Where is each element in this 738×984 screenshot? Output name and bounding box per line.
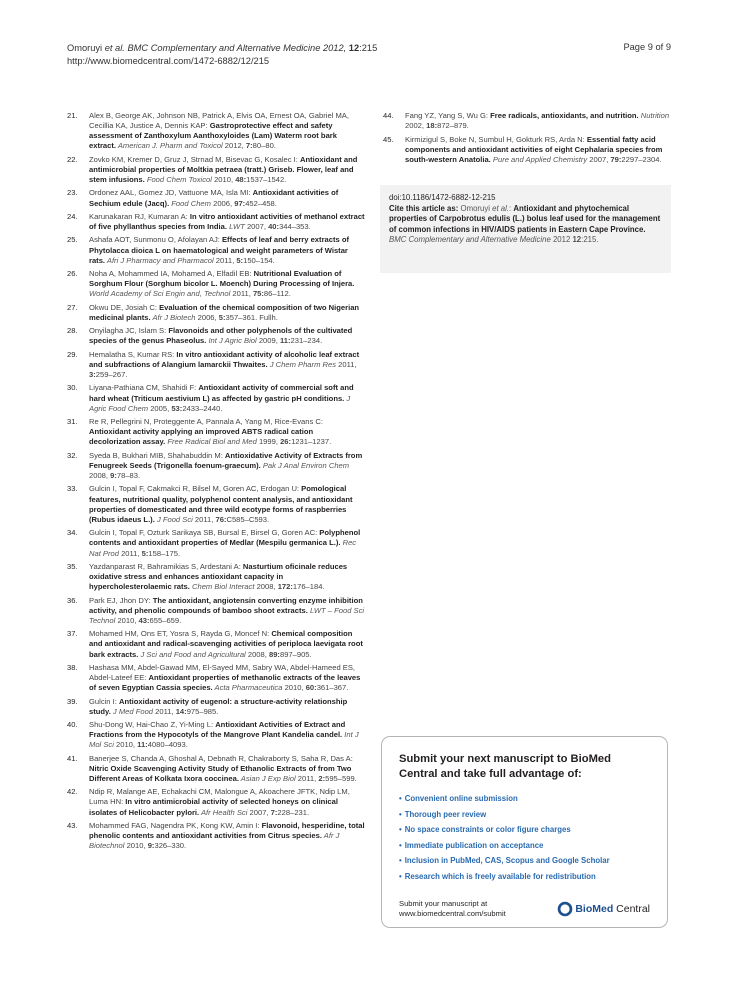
reference-year: 2012, [224, 141, 246, 151]
reference-authors: Gulcin I: [89, 696, 119, 706]
reference-volume: 75: [252, 289, 264, 299]
reference-item [67, 235, 365, 265]
promo-benefit-item [399, 869, 650, 885]
promo-footer-text: Submit your manuscript at [399, 899, 488, 908]
reference-number: 30. [67, 383, 78, 393]
reference-year: 2008, [256, 582, 278, 592]
reference-journal: Int J Agric Biol [206, 336, 259, 346]
reference-title: In vitro antioxidant activities of methanol extract of five phyllanthus species from India. [89, 211, 365, 232]
reference-item [67, 629, 365, 659]
reference-volume: 14: [175, 706, 187, 716]
reference-volume: 40: [268, 222, 280, 232]
reference-item [67, 596, 365, 626]
bullet-icon: • [399, 856, 402, 866]
reference-text [89, 303, 365, 323]
header-et-al: et al. [104, 43, 125, 53]
reference-item [67, 663, 365, 693]
reference-year: 2007, [589, 154, 611, 164]
reference-volume: 76: [215, 514, 227, 524]
reference-authors: Okwu DE, Josiah C: [89, 302, 160, 312]
reference-journal: J Food Sci [154, 514, 195, 524]
promo-benefit-text: Immediate publication on acceptance [404, 840, 544, 850]
reference-item [67, 787, 365, 817]
reference-item [67, 212, 365, 232]
reference-title: Antioxidant activity applying an improved ABTS radical cation decolorization assay. [89, 427, 314, 447]
running-header [67, 42, 377, 68]
cite-journal: BMC Complementary and Alternative Medicine [389, 235, 553, 245]
reference-title: Antioxidant activity of eugenol: a structure-activity relationship study. [89, 696, 348, 716]
reference-year: 2006, [213, 198, 235, 208]
reference-authors: Syeda B, Bukhari MIB, Shahabuddin M: [89, 450, 225, 460]
bullet-icon: • [399, 794, 402, 803]
reference-pages: 86–112. [263, 289, 291, 299]
promo-benefit-item [399, 838, 650, 854]
reference-text [89, 350, 365, 380]
reference-journal: Free Radical Biol and Med [165, 437, 259, 447]
reference-pages: 228–231. [277, 807, 310, 817]
reference-journal: Asian J Exp Biol [238, 773, 298, 783]
promo-benefit-text: No space constraints or color figure charges [404, 825, 571, 835]
reference-pages: 361–367. [316, 683, 349, 693]
promo-benefit-list [399, 791, 650, 885]
reference-item [67, 350, 365, 380]
reference-text [405, 111, 673, 131]
reference-volume: 2: [318, 773, 326, 783]
submission-promo-box [381, 736, 668, 928]
reference-year: 2011, [215, 255, 237, 265]
logo-wordmark [575, 903, 650, 915]
reference-volume: 79: [610, 154, 622, 164]
reference-title: Essential fatty acid components and antioxidant activities of eight Cephalaria species from south-western Anatolia. [405, 134, 663, 164]
reference-pages: 326–330. [154, 841, 187, 851]
reference-title: Nutritional Evaluation of Sorghum Flour (Sorghum bicolor L. Moench) During Processing of Injera. [89, 269, 355, 289]
reference-number: 41. [67, 753, 78, 763]
reference-authors: Hemalatha S, Kumar RS: [89, 349, 177, 359]
cite-year: 2012 [552, 235, 573, 245]
reference-volume: 7: [270, 807, 278, 817]
promo-footer [399, 899, 506, 919]
reference-title: Flavonoids and other polyphenols of the cultivated species of the genus Phaseolus. [89, 326, 353, 346]
reference-item [67, 484, 365, 525]
header-citation [67, 42, 377, 55]
reference-volume: 60: [305, 683, 317, 693]
reference-journal: LWT – Food Sci Technol [89, 605, 365, 625]
reference-year: 2007, [246, 222, 269, 232]
reference-title: Pomological features, nutritional quality, polyphenol content analysis, and antioxidant properties of domesticated and three wild ecotype forms of raspberries (Rubus idaeus L.). [89, 484, 353, 524]
reference-text [89, 697, 365, 717]
reference-item [67, 111, 365, 152]
reference-title: Antioxidant properties of methanolic extracts of the leaves of seven Egyptian Cassia species. [89, 673, 361, 693]
reference-text [89, 596, 365, 626]
reference-pages: 158–175. [148, 548, 181, 558]
reference-pages: 1231–1237. [291, 437, 332, 447]
reference-year: 2011, [155, 706, 176, 716]
reference-year: 2011, [194, 514, 216, 524]
promo-benefit-item [399, 853, 650, 869]
reference-title: Effects of leaf and berry extracts of Phytolacca dioica L on haematological and weight parameters of Wistar rats. [89, 235, 349, 265]
header-article: :215 [359, 43, 378, 53]
reference-item [383, 111, 673, 131]
reference-number: 26. [67, 269, 78, 279]
reference-text [89, 821, 365, 851]
reference-year: 2006, [197, 312, 219, 322]
reference-authors: Zovko KM, Kremer D, Gruz J, Strnad M, Bisevac G, Kosalec I: [89, 154, 300, 164]
reference-journal: Int J Mol Sci [89, 730, 359, 750]
reference-year: 1999, [258, 437, 281, 447]
reference-pages: 4080–4093. [147, 740, 188, 750]
citation-box [380, 185, 671, 273]
header-url[interactable]: http://www.biomedcentral.com/1472-6882/12/215 [67, 56, 270, 66]
reference-volume: 18: [426, 121, 438, 131]
reference-year: 2010, [284, 683, 306, 693]
promo-benefit-text: Convenient online submission [404, 794, 518, 803]
reference-volume: 11: [279, 336, 291, 346]
reference-title: Antioxidant activity of commercial soft and hard wheat (Triticum aestivium L) as affected by gastric pH conditions. [89, 383, 354, 403]
reference-pages: 176–184. [292, 582, 325, 592]
reference-item [67, 451, 365, 481]
reference-text [89, 451, 365, 481]
reference-text [89, 562, 365, 592]
reference-journal: J Sci and Food and Agricultural [138, 649, 248, 659]
reference-number: 22. [67, 154, 78, 164]
reference-title: In vitro antimicrobial activity of selected honeys on clinical isolates of Helicobacter pylori. [89, 797, 338, 817]
reference-text [89, 383, 365, 413]
reference-item [67, 697, 365, 717]
reference-authors: Kirmizigul S, Boke N, Sumbul H, Gokturk RS, Arda N: [405, 134, 587, 144]
reference-item [67, 720, 365, 750]
reference-journal: Nutrition [638, 111, 670, 120]
reference-number: 44. [383, 111, 394, 120]
reference-number: 25. [67, 235, 78, 245]
logo-rest: Central [613, 903, 650, 915]
reference-authors: Mohammed FAG, Nagendra PK, Kong KW, Amin I: [89, 820, 262, 830]
reference-text [89, 417, 365, 447]
reference-year: 2010, [126, 841, 148, 851]
reference-pages: 452–458. [245, 198, 277, 208]
reference-authors: Shu-Dong W, Hai-Chao Z, Yi-Ming L: [89, 720, 216, 729]
reference-text [89, 111, 365, 152]
reference-pages: 344–353. [279, 222, 311, 232]
reference-item [67, 562, 365, 592]
reference-authors: Liyana-Pathiana CM, Shahidi F: [89, 383, 199, 393]
header-volume: 12 [348, 43, 360, 53]
reference-journal: Food Chem Toxicol [144, 175, 215, 185]
promo-benefit-text: Research which is freely available for redistribution [404, 871, 596, 881]
reference-journal: Afr J Biotechnol [89, 831, 340, 851]
reference-authors: Hashasa MM, Abdel-Gawad MM, El-Sayed MM, Sabry WA, Abdel-Hameed ES, Abdel-Lateef EE: [89, 662, 356, 682]
reference-authors: Mohamed HM, Ons ET, Yosra S, Rayda G, Moncef N: [89, 629, 272, 639]
references-right-column [383, 111, 673, 168]
reference-year: 2011, [121, 548, 142, 558]
reference-text [89, 326, 365, 346]
reference-number: 38. [67, 662, 78, 672]
cite-etal: et al. [492, 203, 510, 213]
reference-pages: 595–599. [325, 773, 357, 783]
reference-number: 36. [67, 595, 78, 605]
cite-this-article [389, 204, 662, 246]
reference-pages: 150–154. [243, 255, 275, 265]
reference-volume: 11: [137, 740, 148, 750]
reference-pages: 78–83. [116, 471, 141, 481]
doi[interactable]: doi:10.1186/1472-6882-12-215 [389, 193, 496, 202]
reference-title: Gastroprotective effect and safety assessment of Zanthoxylum Aanthoxyloides (Lam) Waterm root bark extract. [89, 121, 337, 151]
reference-title: Free radicals, antioxidants, and nutrition. [490, 111, 639, 120]
reference-number: 24. [67, 211, 78, 221]
reference-title: Flavonoid, hesperidine, total phenolic contents and antioxidant activities from Citrus species. [89, 820, 365, 841]
reference-year: 2008, [89, 471, 111, 481]
reference-text [89, 212, 365, 232]
reference-journal: Pak J Anal Environ Chem [260, 460, 350, 470]
cite-authors: Omoruyi [458, 203, 493, 213]
reference-volume: 97: [234, 198, 246, 208]
reference-item [67, 326, 365, 346]
reference-volume: 43: [138, 615, 150, 625]
reference-number: 28. [67, 326, 78, 336]
reference-pages: 259–267. [95, 370, 128, 380]
logo-bold: BioMed [575, 903, 614, 915]
reference-authors: Ordonez AAL, Gomez JD, Vattuone MA, Isla MI: [89, 188, 253, 198]
cite-colon: : [509, 203, 514, 213]
bullet-icon: • [399, 840, 402, 850]
reference-year: 2008, [247, 649, 269, 659]
reference-authors: Banerjee S, Chanda A, Ghoshal A, Debnath R, Chakraborty S, Saha R, Das A: [89, 753, 353, 763]
submit-link[interactable]: www.biomedcentral.com/submit [399, 909, 506, 918]
reference-pages: 975–985. [186, 706, 219, 716]
reference-title: Antioxidant activities of Sechium edule (Jacq). [89, 188, 339, 208]
reference-item [67, 383, 365, 413]
reference-pages: 2297–2304. [621, 154, 662, 164]
reference-item [67, 821, 365, 851]
promo-benefit-item [399, 822, 650, 838]
cite-volume: 12 [572, 235, 582, 245]
reference-title: Evaluation of the chemical composition of two Nigerian medicinal plants. [89, 302, 360, 322]
reference-item [67, 303, 365, 323]
reference-journal: Afri J Pharmacy and Pharmacol [105, 255, 216, 265]
reference-item [67, 269, 365, 299]
reference-journal: Afr J Biotech [150, 312, 198, 322]
biomed-central-logo [557, 901, 650, 917]
reference-pages: C585–C593. [226, 514, 270, 524]
reference-text [89, 754, 365, 784]
reference-pages: 80–80. [252, 141, 276, 151]
reference-volume: 7: [245, 141, 253, 151]
reference-item [67, 417, 365, 447]
reference-volume: 172: [277, 582, 293, 592]
reference-text [89, 188, 365, 208]
reference-text [89, 720, 365, 750]
reference-item [383, 135, 673, 165]
reference-volume: 89: [268, 649, 280, 659]
reference-title: In vitro antioxidant activity of alcoholic leaf extract and subfractions of Alangium lamarckii Thwaites. [89, 349, 360, 369]
reference-volume: 26: [280, 437, 292, 447]
reference-title: Chemical composition and antioxidant and radical-scavenging activities of periploca laevigata root bark extracts. [89, 629, 363, 659]
reference-volume: 5: [236, 255, 244, 265]
reference-volume: 3: [89, 370, 96, 380]
reference-journal: Food Chem [169, 198, 214, 208]
reference-text [89, 528, 365, 558]
header-authors: Omoruyi [67, 43, 105, 53]
promo-title: Submit your next manuscript to BioMed Central and take full advantage of: [399, 753, 611, 780]
reference-number: 29. [67, 349, 78, 359]
reference-text [89, 629, 365, 659]
cite-label: Cite this article as: [389, 203, 459, 213]
reference-text [89, 663, 365, 693]
reference-volume: 9: [147, 841, 155, 851]
reference-pages: 357–361. Fullh. [225, 312, 278, 322]
reference-pages: 2433–2440. [182, 403, 223, 413]
reference-journal: Chem Biol Interact [189, 582, 257, 592]
reference-year: 2010, [214, 175, 236, 185]
biomed-central-logo-icon [557, 901, 573, 917]
reference-title: Antioxidative Activity of Extracts from Fenugreek Seeds (Trigonella foenum-graecum). [89, 450, 363, 470]
promo-benefit-item [399, 791, 650, 807]
reference-authors: Onyilagha JC, Islam S: [89, 326, 169, 336]
reference-number: 27. [67, 302, 78, 312]
reference-number: 42. [67, 787, 78, 797]
promo-benefit-text: Inclusion in PubMed, CAS, Scopus and Google Scholar [404, 856, 610, 866]
reference-authors: Karunakaran RJ, Kumaran A: [89, 211, 190, 221]
reference-item [67, 528, 365, 558]
reference-number: 39. [67, 696, 78, 706]
reference-authors: Gulcin I, Topal F, Ozturk Sarikaya SB, Bursal E, Birsel G, Goren AC: [89, 528, 320, 538]
reference-number: 40. [67, 720, 78, 729]
reference-title: Antioxidant Activities of Extract and Fractions from the Hypocotyls of the Mangrove Plant Kandelia candel. [89, 720, 346, 740]
reference-authors: Alex B, George AK, Johnson NB, Patrick A, Elvis OA, Ernest OA, Gabriel MA, Cecillia KA, Justice A, Dennis KAP: [89, 111, 349, 131]
reference-year: 2002, [405, 121, 427, 131]
reference-pages: 897–905. [279, 649, 312, 659]
reference-year: 2010, [116, 740, 138, 750]
reference-number: 34. [67, 528, 78, 538]
promo-benefit-item [399, 807, 650, 823]
reference-volume: 53: [171, 403, 183, 413]
reference-title: Nasturtium oficinale reduces oxidative stress and enhances antioxidant capacity in hypercholesterolaemic rats. [89, 561, 348, 592]
reference-journal: J Chem Pharm Res [267, 359, 339, 369]
reference-number: 23. [67, 188, 78, 198]
header-journal: BMC Complementary and Alternative Medicine 2012, [124, 43, 349, 53]
reference-authors: Ndip R, Malange AE, Echakachi CM, Malongue A, Akoachere JFTK, Ndip LM, Luma HN: [89, 787, 350, 807]
reference-number: 43. [67, 820, 78, 830]
reference-title: Polyphenol contents and antioxidant properties of Medlar (Mespilu germanica L.). [89, 528, 361, 548]
reference-number: 32. [67, 450, 78, 460]
references-left-column [67, 111, 365, 855]
reference-number: 21. [67, 111, 78, 120]
reference-number: 33. [67, 484, 78, 494]
reference-authors: Fang YZ, Yang S, Wu G: [405, 111, 491, 120]
reference-volume: 5: [141, 548, 149, 558]
reference-journal: Rec Nat Prod [89, 538, 357, 558]
bullet-icon: • [399, 825, 402, 835]
bullet-icon: • [399, 809, 402, 819]
reference-journal: J Agric Food Chem [89, 393, 351, 413]
reference-journal: Pure and Applied Chemistry [490, 154, 590, 164]
reference-title: Nitric Oxide Scavenging Activity Study of Ethanolic Extracts of from Two Different Areas of Kolkata Ixora coccinea. [89, 763, 352, 783]
reference-volume: 9: [110, 471, 117, 481]
reference-year: 2011, [338, 359, 357, 369]
reference-title: Antioxidant and antimicrobial properties of Moltkia petraea (tratt.) Griseb. Flower, leaf and stem infusions. [89, 154, 358, 185]
cite-page: :215. [581, 235, 599, 245]
reference-journal: J Med Food [110, 706, 156, 716]
reference-volume: 48: [235, 175, 247, 185]
reference-pages: 1537–1542. [246, 175, 287, 185]
reference-number: 31. [67, 417, 78, 427]
reference-volume: 5: [218, 312, 226, 322]
reference-year: 2010, [117, 615, 139, 625]
promo-benefit-text: Thorough peer review [404, 809, 487, 819]
reference-number: 35. [67, 561, 78, 571]
reference-text [89, 269, 365, 299]
reference-journal: American J. Pharm and Toxicol [116, 141, 225, 151]
reference-number: 45. [383, 134, 394, 144]
reference-pages: 872–879. [437, 121, 469, 131]
reference-pages: 655–659. [149, 615, 182, 625]
reference-title: The antioxidant, angiotensin converting enzyme inhibition activity, and phenolic compounds of bamboo shoot extracts. [89, 595, 363, 615]
reference-authors: Yazdanparast R, Bahramikias S, Ardestani A: [89, 561, 243, 571]
reference-text [89, 484, 365, 525]
reference-authors: Noha A, Mohammed IA, Mohamed A, Elfadil EB: [89, 269, 254, 279]
reference-text [405, 135, 673, 165]
reference-authors: Re R, Pellegrini N, Proteggente A, Pannala A, Yang M, Rice-Evans C: [89, 417, 323, 427]
reference-journal: Afr Health Sci [199, 807, 250, 817]
reference-authors: Park EJ, Jhon DY: [89, 595, 153, 605]
reference-journal: Acta Pharmaceutica [212, 683, 285, 693]
reference-journal: LWT [226, 222, 247, 232]
reference-year: 2011, [232, 289, 253, 299]
reference-text [89, 787, 365, 817]
reference-year: 2011, [297, 773, 319, 783]
reference-year: 2007, [249, 807, 271, 817]
reference-item [67, 155, 365, 185]
reference-item [67, 754, 365, 784]
reference-authors: Gulcin I, Topal F, Cakmakci R, Bilsel M, Goren AC, Erdogan U: [89, 484, 302, 494]
reference-year: 2009, [258, 336, 280, 346]
reference-number: 37. [67, 629, 78, 639]
reference-journal: World Academy of Sci Engin and, Technol [89, 289, 233, 299]
reference-item [67, 188, 365, 208]
reference-authors: Ashafa AOT, Sunmonu O, Afolayan AJ: [89, 235, 222, 245]
reference-text [89, 155, 365, 185]
reference-year: 2005, [150, 403, 172, 413]
reference-text [89, 235, 365, 265]
cite-title: Antioxidant and phytochemical properties of Carpobrotus edulis (L.) bolus leaf used for the management of common infections in HIV/AIDS patients in Eastern Cape Province. [389, 203, 661, 234]
reference-pages: 231–234. [290, 336, 323, 346]
bullet-icon: • [399, 871, 402, 881]
page-number: Page 9 of 9 [623, 42, 671, 52]
